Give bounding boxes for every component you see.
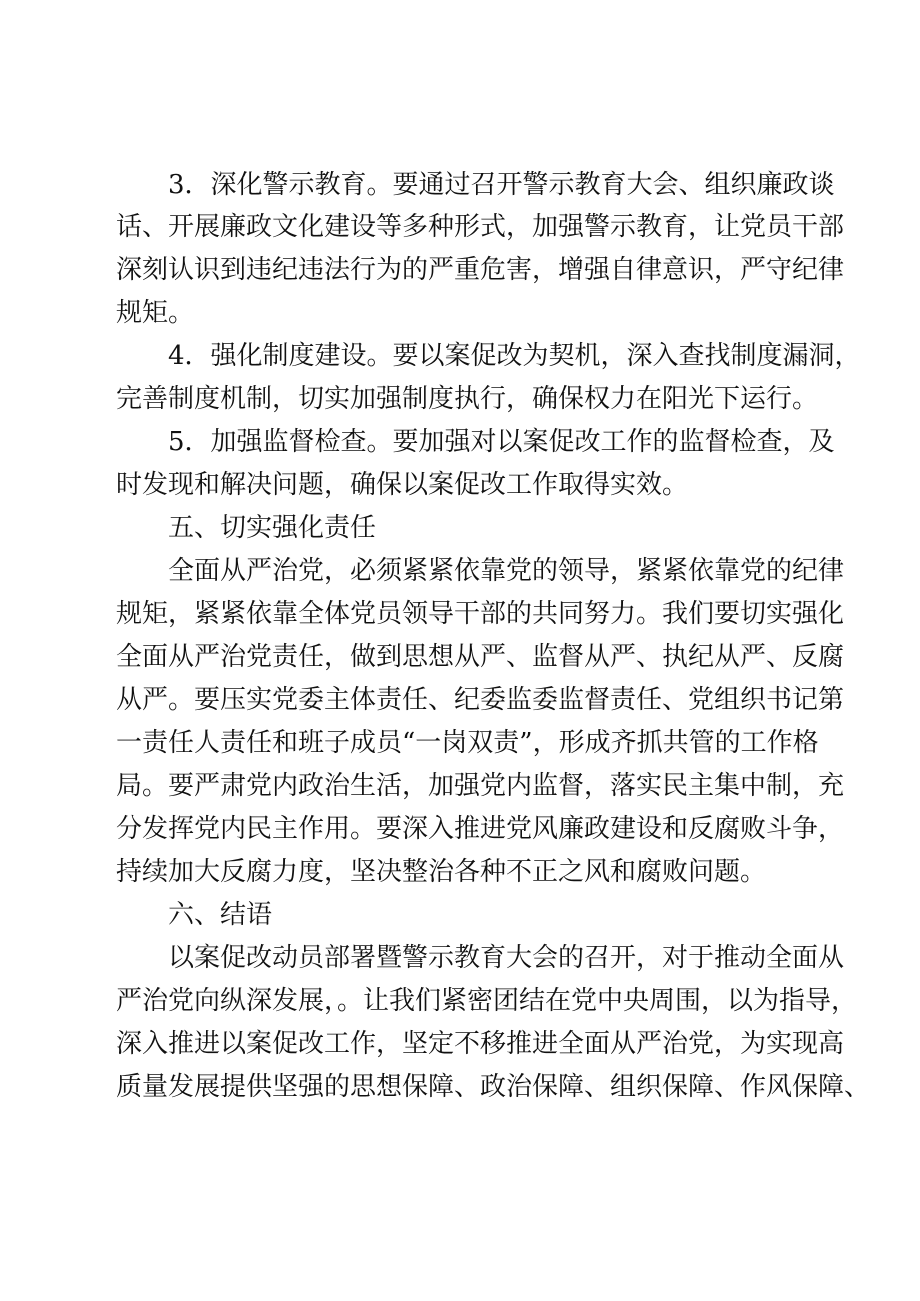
text-line: 话、开展廉政文化建设等多种形式，加强警示教育，让党员干部 <box>116 212 845 242</box>
text-line: 严治党向纵深发展，。让我们紧密团结在党中央周围，以为指导， <box>116 986 858 1016</box>
text-line: 时发现和解决问题，确保以案促改工作取得实效。 <box>116 470 689 500</box>
text-line: 3．深化警示教育。要通过召开警示教育大会、组织廉政谈 <box>168 170 835 200</box>
text-line: 分发挥党内民主作用。要深入推进党风廉政建设和反腐败斗争， <box>116 814 845 844</box>
text-line: 从严。要压实党委主体责任、纪委监委监督责任、党组织书记第 <box>116 685 845 715</box>
text-line: 规矩。 <box>116 298 195 328</box>
text-line: 4．强化制度建设。要以案促改为契机，深入查找制度漏洞， <box>168 341 861 371</box>
text-line: 持续加大反腐力度，坚决整治各种不正之风和腐败问题。 <box>116 857 767 887</box>
section-heading: 五、切实强化责任 <box>168 513 377 543</box>
text-line: 一责任人责任和班子成员“一岗双责”，形成齐抓共管的工作格 <box>116 728 819 758</box>
text-line: 5．加强监督检查。要加强对以案促改工作的监督检查，及 <box>168 427 835 457</box>
text-line: 局。要严肃党内政治生活，加强党内监督，落实民主集中制，充 <box>116 771 845 801</box>
text-line: 规矩，紧紧依靠全体党员领导干部的共同努力。我们要切实强化 <box>116 599 845 629</box>
text-line: 全面从严治党责任，做到思想从严、监督从严、执纪从严、反腐 <box>116 642 845 672</box>
text-line: 质量发展提供坚强的思想保障、政治保障、组织保障、作风保障、 <box>116 1072 871 1102</box>
text-line: 深刻认识到违纪违法行为的严重危害，增强自律意识，严守纪律 <box>116 255 845 285</box>
text-line: 全面从严治党，必须紧紧依靠党的领导，紧紧依靠党的纪律 <box>168 556 845 586</box>
text-line: 以案促改动员部署暨警示教育大会的召开，对于推动全面从 <box>168 943 845 973</box>
text-line: 深入推进以案促改工作，坚定不移推进全面从严治党，为实现高 <box>116 1029 845 1059</box>
section-heading: 六、结语 <box>168 900 273 930</box>
text-line: 完善制度机制，切实加强制度执行，确保权力在阳光下运行。 <box>116 384 819 414</box>
